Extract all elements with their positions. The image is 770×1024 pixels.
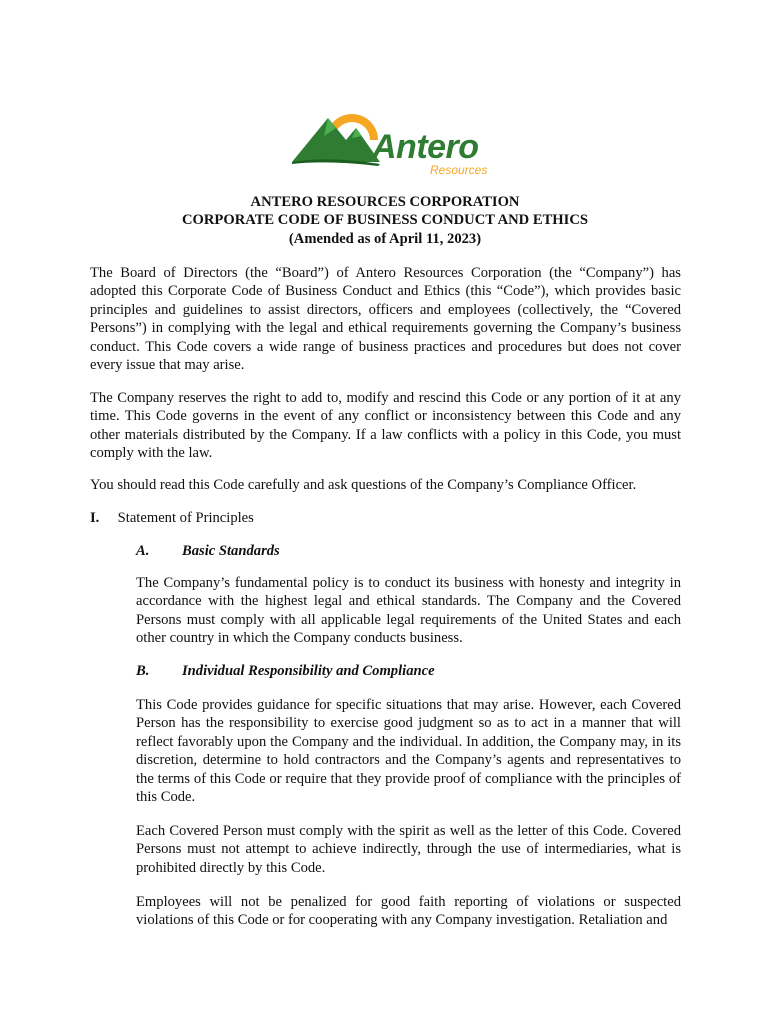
subsection-a-title: Basic Standards [182,543,280,559]
intro-paragraph-1: The Board of Directors (the “Board”) of Antero Resources Corporation (the “Company”) has adopted this Corporate Code of Business Conduct and Ethics (this “Code”), which provides basic principles and guidelines to assist directors, officers and employees (collectively, the “Covered Persons”) in complying with the legal and ethical requirements governing the Company’s business conduct. This Code covers a wide range of business practices and procedures but does not cover every issue that may arise. [90,265,681,374]
subsection-a-letter: A. [136,543,150,559]
section-title: Statement of Principles [117,510,254,526]
section-number: I. [90,510,100,526]
subsection-b-title: Individual Responsibility and Compliance [182,663,435,679]
subsection-b-paragraph-2: Each Covered Person must comply with the spirit as well as the letter of this Code. Covered Persons must not attempt to achieve indirectly, through the use of intermediaries, what is prohibited directly by this Code. [136,823,681,876]
document-title [0,193,770,248]
title-amended-date: (Amended as of April 11, 2023) [288,230,482,247]
subsection-b-letter: B. [136,663,150,679]
logo-wordmark: Antero [372,128,479,166]
antero-logo [288,106,488,180]
title-code-name: CORPORATE CODE OF BUSINESS CONDUCT AND ETHICS [182,212,588,229]
subsection-a-paragraph: The Company’s fundamental policy is to conduct its business with honesty and integrity in accordance with the highest legal and ethical standards. The Company and the Covered Persons must comply with all applicable legal requirements of the United States and each other country in which the Company conducts business. [136,575,681,647]
subsection-b-heading [136,662,435,680]
logo-subtitle: Resources [430,163,488,177]
subsection-b-paragraph-1: This Code provides guidance for specific situations that may arise. However, each Covered Person has the responsibility to exercise good judgment so as to act in a manner that will reflect favorably upon the Company and the individual. In addition, the Company may, in its discretion, determine to hold contractors and the Company’s agents and representatives to the terms of this Code or require that they provide proof of compliance with the principles of this Code. [136,697,681,806]
title-company: ANTERO RESOURCES CORPORATION [250,194,520,210]
intro-paragraph-2: The Company reserves the right to add to, modify and rescind this Code or any portion of it at any time. This Code governs in the event of any conflict or inconsistency between this Code and any other materials distributed by the Company. If a law conflicts with a policy in this Code, you must comply with the law. [90,390,681,462]
subsection-b-paragraph-3: Employees will not be penalized for good faith reporting of violations or suspected violations of this Code or for cooperating with any Company investigation. Retaliation and [136,894,681,929]
section-heading [90,509,254,527]
intro-paragraph-3: You should read this Code carefully and ask questions of the Company’s Compliance Officer. [90,477,637,493]
subsection-a-heading [136,542,280,560]
